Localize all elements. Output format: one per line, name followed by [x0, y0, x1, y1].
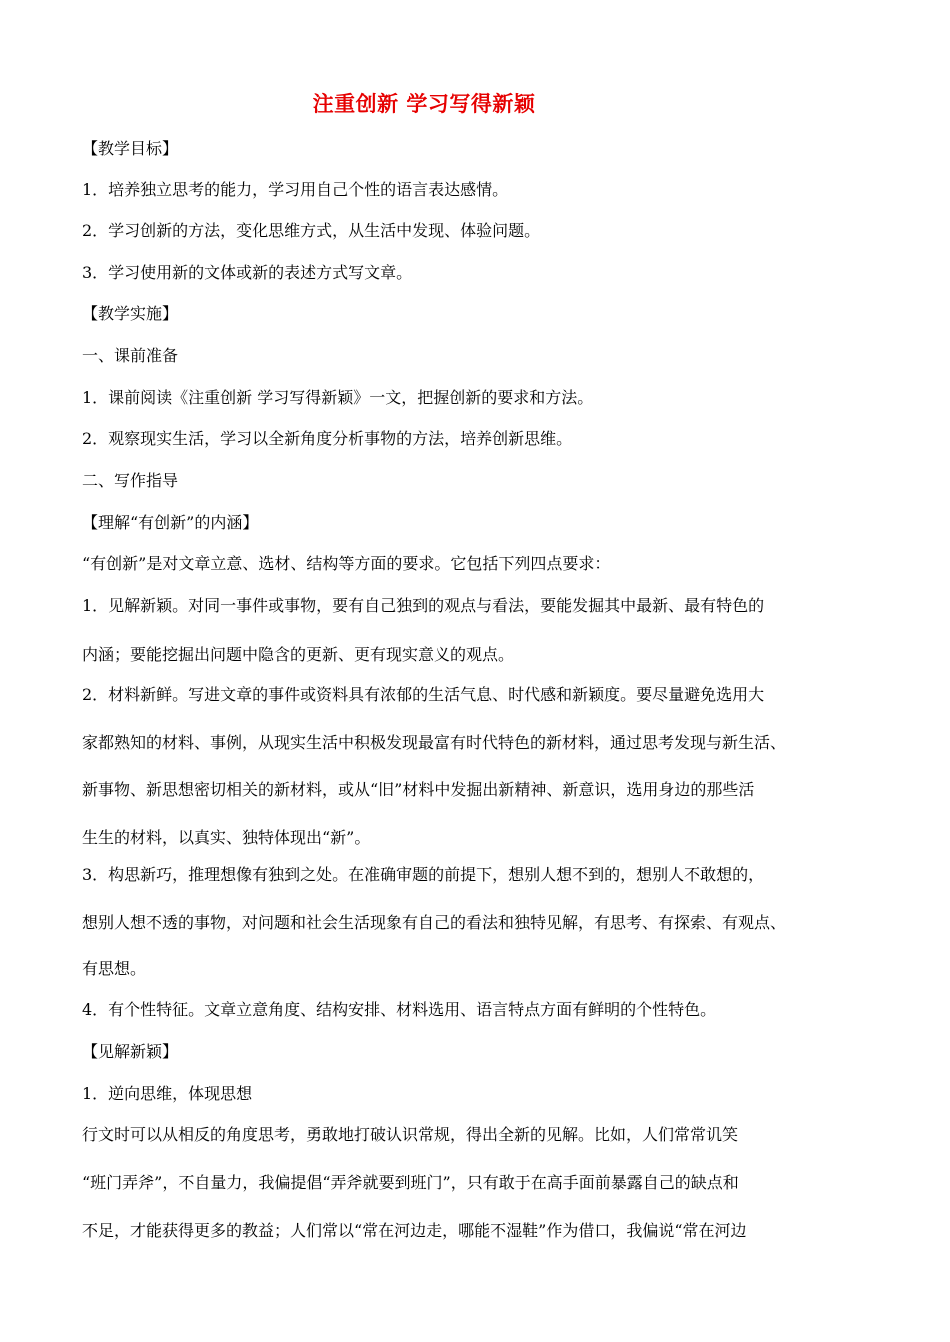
text-line: 2．学习创新的方法，变化思维方式，从生活中发现、体验问题。	[82, 221, 541, 240]
text-line: “班门弄斧”，不自量力，我偏提倡“弄斧就要到班门”，只有敢于在高手面前暴露自己的缺点和	[82, 1173, 739, 1192]
text-line: 【教学目标】	[82, 139, 179, 158]
text-line: 【见解新颖】	[82, 1042, 179, 1061]
text-line: 一、课前准备	[82, 346, 179, 365]
text-line: 1．逆向思维，体现思想	[82, 1084, 253, 1103]
text-line: 【教学实施】	[82, 304, 179, 323]
text-line: 不足，才能获得更多的教益；人们常以“常在河边走，哪能不湿鞋”作为借口，我偏说“常在河边	[82, 1221, 747, 1240]
document-title: 注重创新 学习写得新颖	[312, 91, 536, 116]
text-line: 3．构思新巧，推理想像有独到之处。在准确审题的前提下，想别人想不到的，想别人不敢想的，	[82, 865, 765, 884]
text-line: 新事物、新思想密切相关的新材料，或从“旧”材料中发掘出新精神、新意识，选用身边的那些活	[82, 780, 755, 799]
text-line: 【理解“有创新”的内涵】	[82, 513, 259, 532]
text-line: 家都熟知的材料、事例，从现实生活中积极发现最富有时代特色的新材料，通过思考发现与新生活、	[82, 733, 787, 752]
text-line: 1．课前阅读《注重创新 学习写得新颖》一文，把握创新的要求和方法。	[82, 388, 594, 407]
text-line: “有创新”是对文章立意、选材、结构等方面的要求。它包括下列四点要求：	[82, 554, 611, 573]
text-line: 二、写作指导	[82, 471, 179, 490]
text-line: 生生的材料，以真实、独特体现出“新”。	[82, 828, 371, 847]
text-line: 行文时可以从相反的角度思考，勇敢地打破认识常规，得出全新的见解。比如，人们常常讥笑	[82, 1125, 739, 1144]
text-line: 2．观察现实生活，学习以全新角度分析事物的方法，培养创新思维。	[82, 429, 573, 448]
text-line: 1．培养独立思考的能力，学习用自己个性的语言表达感情。	[82, 180, 509, 199]
text-line: 内涵；要能挖掘出问题中隐含的更新、更有现实意义的观点。	[82, 645, 515, 664]
text-line: 4．有个性特征。文章立意角度、结构安排、材料选用、语言特点方面有鲜明的个性特色。	[82, 1000, 717, 1019]
text-line: 2．材料新鲜。写进文章的事件或资料具有浓郁的生活气息、时代感和新颖度。要尽量避免选用大	[82, 685, 765, 704]
text-line: 有思想。	[82, 959, 147, 978]
text-line: 3．学习使用新的文体或新的表述方式写文章。	[82, 263, 413, 282]
text-line: 1．见解新颖。对同一事件或事物，要有自己独到的观点与看法，要能发掘其中最新、最有特色的	[82, 596, 765, 615]
text-line: 想别人想不透的事物，对问题和社会生活现象有自己的看法和独特见解，有思考、有探索、有观点、	[82, 913, 787, 932]
